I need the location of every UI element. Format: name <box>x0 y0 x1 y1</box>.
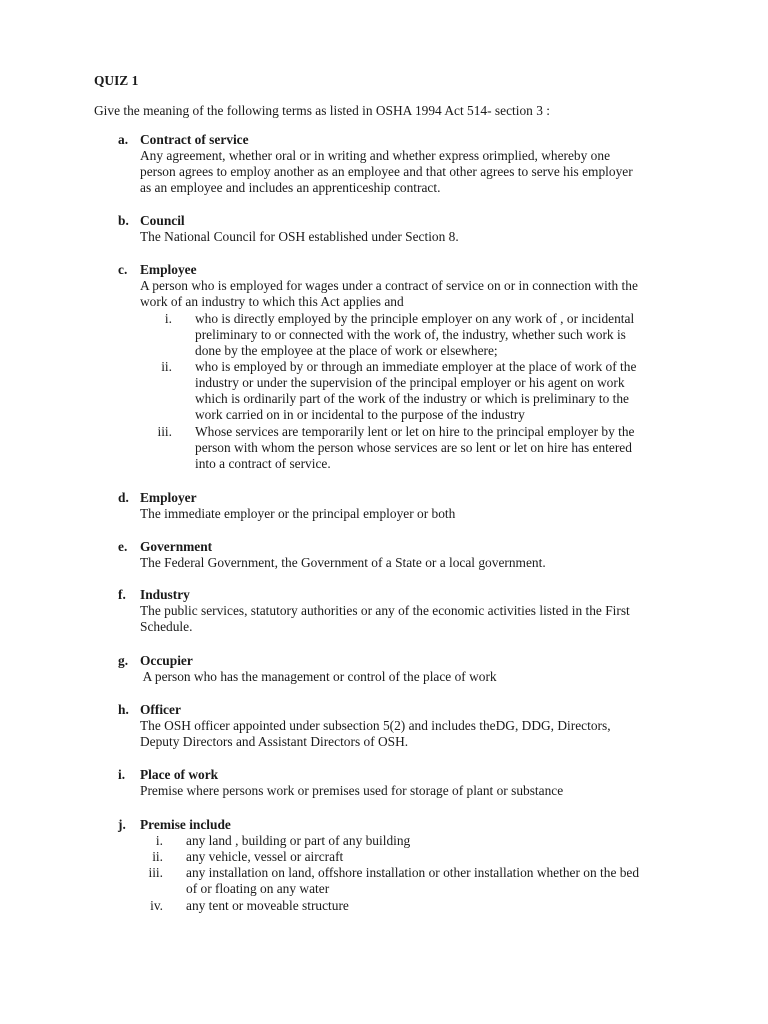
item-marker: e. <box>118 539 128 554</box>
sub-item-line: preliminary to or connected with the work of, the industry, whether such work is <box>195 327 626 342</box>
sub-item-line: industry or under the supervision of the principal employer or his agent on work <box>195 375 625 390</box>
term-title: Officer <box>140 702 181 717</box>
definition-line: A person who is employed for wages under a contract of service on or in connection with the <box>140 278 638 293</box>
definition-line: work of an industry to which this Act applies and <box>140 294 404 309</box>
term-title: Premise include <box>140 817 231 832</box>
definition-line: Schedule. <box>140 619 193 634</box>
definition-line: The National Council for OSH established under Section 8. <box>140 229 459 244</box>
term-title: Government <box>140 539 213 554</box>
definition-line: A person who has the management or control of the place of work <box>140 669 497 684</box>
term-title: Employer <box>140 490 197 505</box>
quiz-title: QUIZ 1 <box>94 73 139 88</box>
definition-line: The public services, statutory authorities or any of the economic activities listed in the First <box>140 603 630 618</box>
item-marker: i. <box>118 767 126 782</box>
sub-item-line: any tent or moveable structure <box>186 898 349 913</box>
definition-line: Deputy Directors and Assistant Directors of OSH. <box>140 734 409 749</box>
sub-item-line: into a contract of service. <box>195 456 331 471</box>
sub-item-line: work carried on in or incidental to the purpose of the industry <box>195 407 525 422</box>
sub-item-line: Whose services are temporarily lent or let on hire to the principal employer by the <box>195 424 635 439</box>
item-marker: f. <box>118 587 126 602</box>
sub-item-marker: ii. <box>161 359 172 374</box>
term-title: Occupier <box>140 653 193 668</box>
sub-item-line: any vehicle, vessel or aircraft <box>186 849 344 864</box>
term-title: Place of work <box>140 767 219 782</box>
item-marker: g. <box>118 653 129 668</box>
term-title: Employee <box>140 262 197 277</box>
sub-item-line: any installation on land, offshore installation or other installation whether on the bed <box>186 865 640 880</box>
item-marker: h. <box>118 702 129 717</box>
definition-line: as an employee and includes an apprenticeship contract. <box>140 180 441 195</box>
definition-line: The Federal Government, the Government of a State or a local government. <box>140 555 546 570</box>
sub-item-marker: iii. <box>157 424 172 439</box>
sub-item-marker: iii. <box>148 865 163 880</box>
definition-line: The OSH officer appointed under subsection 5(2) and includes theDG, DDG, Directors, <box>140 718 611 733</box>
sub-item-marker: i. <box>164 311 172 326</box>
item-marker: b. <box>118 213 129 228</box>
term-title: Contract of service <box>140 132 249 147</box>
definition-line: person agrees to employ another as an employee and that other agrees to serve his employer <box>140 164 633 179</box>
sub-item-line: which is ordinarily part of the work of the industry or which is preliminary to the <box>195 391 629 406</box>
item-marker: c. <box>118 262 128 277</box>
sub-item-marker: iv. <box>150 898 163 913</box>
sub-item-line: any land , building or part of any building <box>186 833 411 848</box>
term-title: Industry <box>140 587 190 602</box>
sub-item-line: done by the employee at the place of work or elsewhere; <box>195 343 498 358</box>
term-title: Council <box>140 213 185 228</box>
sub-item-line: person with whom the person whose services are so lent or let on hire has entered <box>195 440 632 455</box>
item-marker: a. <box>118 132 129 147</box>
sub-item-line: who is employed by or through an immediate employer at the place of work of the <box>195 359 637 374</box>
definition-line: The immediate employer or the principal employer or both <box>140 506 456 521</box>
definition-line: Any agreement, whether oral or in writing and whether express orimplied, whereby one <box>140 148 611 163</box>
sub-item-marker: i. <box>155 833 163 848</box>
item-marker: j. <box>118 817 126 832</box>
sub-item-line: of or floating on any water <box>186 881 330 896</box>
sub-item-marker: ii. <box>152 849 163 864</box>
definition-line: Premise where persons work or premises used for storage of plant or substance <box>140 783 564 798</box>
instructions: Give the meaning of the following terms as listed in OSHA 1994 Act 514- section 3 : <box>94 103 550 118</box>
item-marker: d. <box>118 490 129 505</box>
sub-item-line: who is directly employed by the principle employer on any work of , or incidental <box>195 311 635 326</box>
